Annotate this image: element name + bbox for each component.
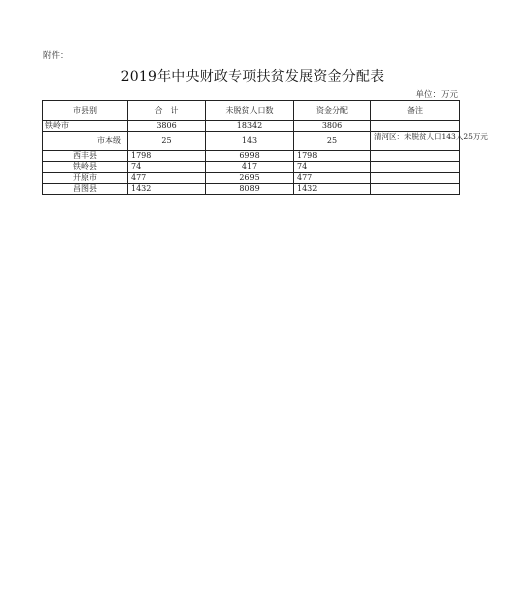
table-row [43, 151, 460, 162]
header-funds: 资金分配 [294, 101, 371, 121]
note-cell [371, 173, 460, 184]
total-cell: 1798 [128, 151, 206, 162]
unit-label: 单位：万元 [415, 90, 458, 100]
note-cell [371, 151, 460, 162]
funds-cell: 1432 [294, 184, 371, 195]
total-cell: 3806 [128, 121, 206, 132]
region-cell: 昌图县 [43, 184, 128, 195]
funds-cell: 1798 [294, 151, 371, 162]
region-cell: 开原市 [43, 173, 128, 184]
header-population: 未脱贫人口数 [206, 101, 294, 121]
funds-cell: 74 [294, 162, 371, 173]
header-total: 合 计 [128, 101, 206, 121]
note-cell [371, 184, 460, 195]
population-cell: 6998 [206, 151, 294, 162]
header-region: 市县别 [43, 101, 128, 121]
region-cell: 市本级 [43, 132, 128, 151]
note-cell [371, 162, 460, 173]
funds-cell: 477 [294, 173, 371, 184]
table-row [43, 132, 460, 151]
population-cell: 143 [206, 132, 294, 151]
note-cell [371, 121, 460, 132]
table-row [43, 121, 460, 132]
attachment-label: 附件： [43, 51, 69, 61]
region-cell: 西丰县 [43, 151, 128, 162]
allocation-table [42, 100, 488, 195]
document-title: 2019年中央财政专项扶贫发展资金分配表 [120, 69, 385, 85]
population-cell: 18342 [206, 121, 294, 132]
header-note: 备注 [371, 101, 460, 121]
region-cell: 铁岭县 [43, 162, 128, 173]
region-cell: 铁岭市 [43, 121, 128, 132]
funds-cell: 25 [294, 132, 371, 151]
funds-cell: 3806 [294, 121, 371, 132]
table-row [43, 162, 460, 173]
total-cell: 1432 [128, 184, 206, 195]
population-cell: 417 [206, 162, 294, 173]
note-cell: 清河区：未脱贫人口143人25万元 [371, 132, 460, 151]
total-cell: 25 [128, 132, 206, 151]
total-cell: 477 [128, 173, 206, 184]
table-header-row [43, 101, 460, 121]
total-cell: 74 [128, 162, 206, 173]
table-row [43, 184, 460, 195]
population-cell: 2695 [206, 173, 294, 184]
table-row [43, 173, 460, 184]
population-cell: 8089 [206, 184, 294, 195]
